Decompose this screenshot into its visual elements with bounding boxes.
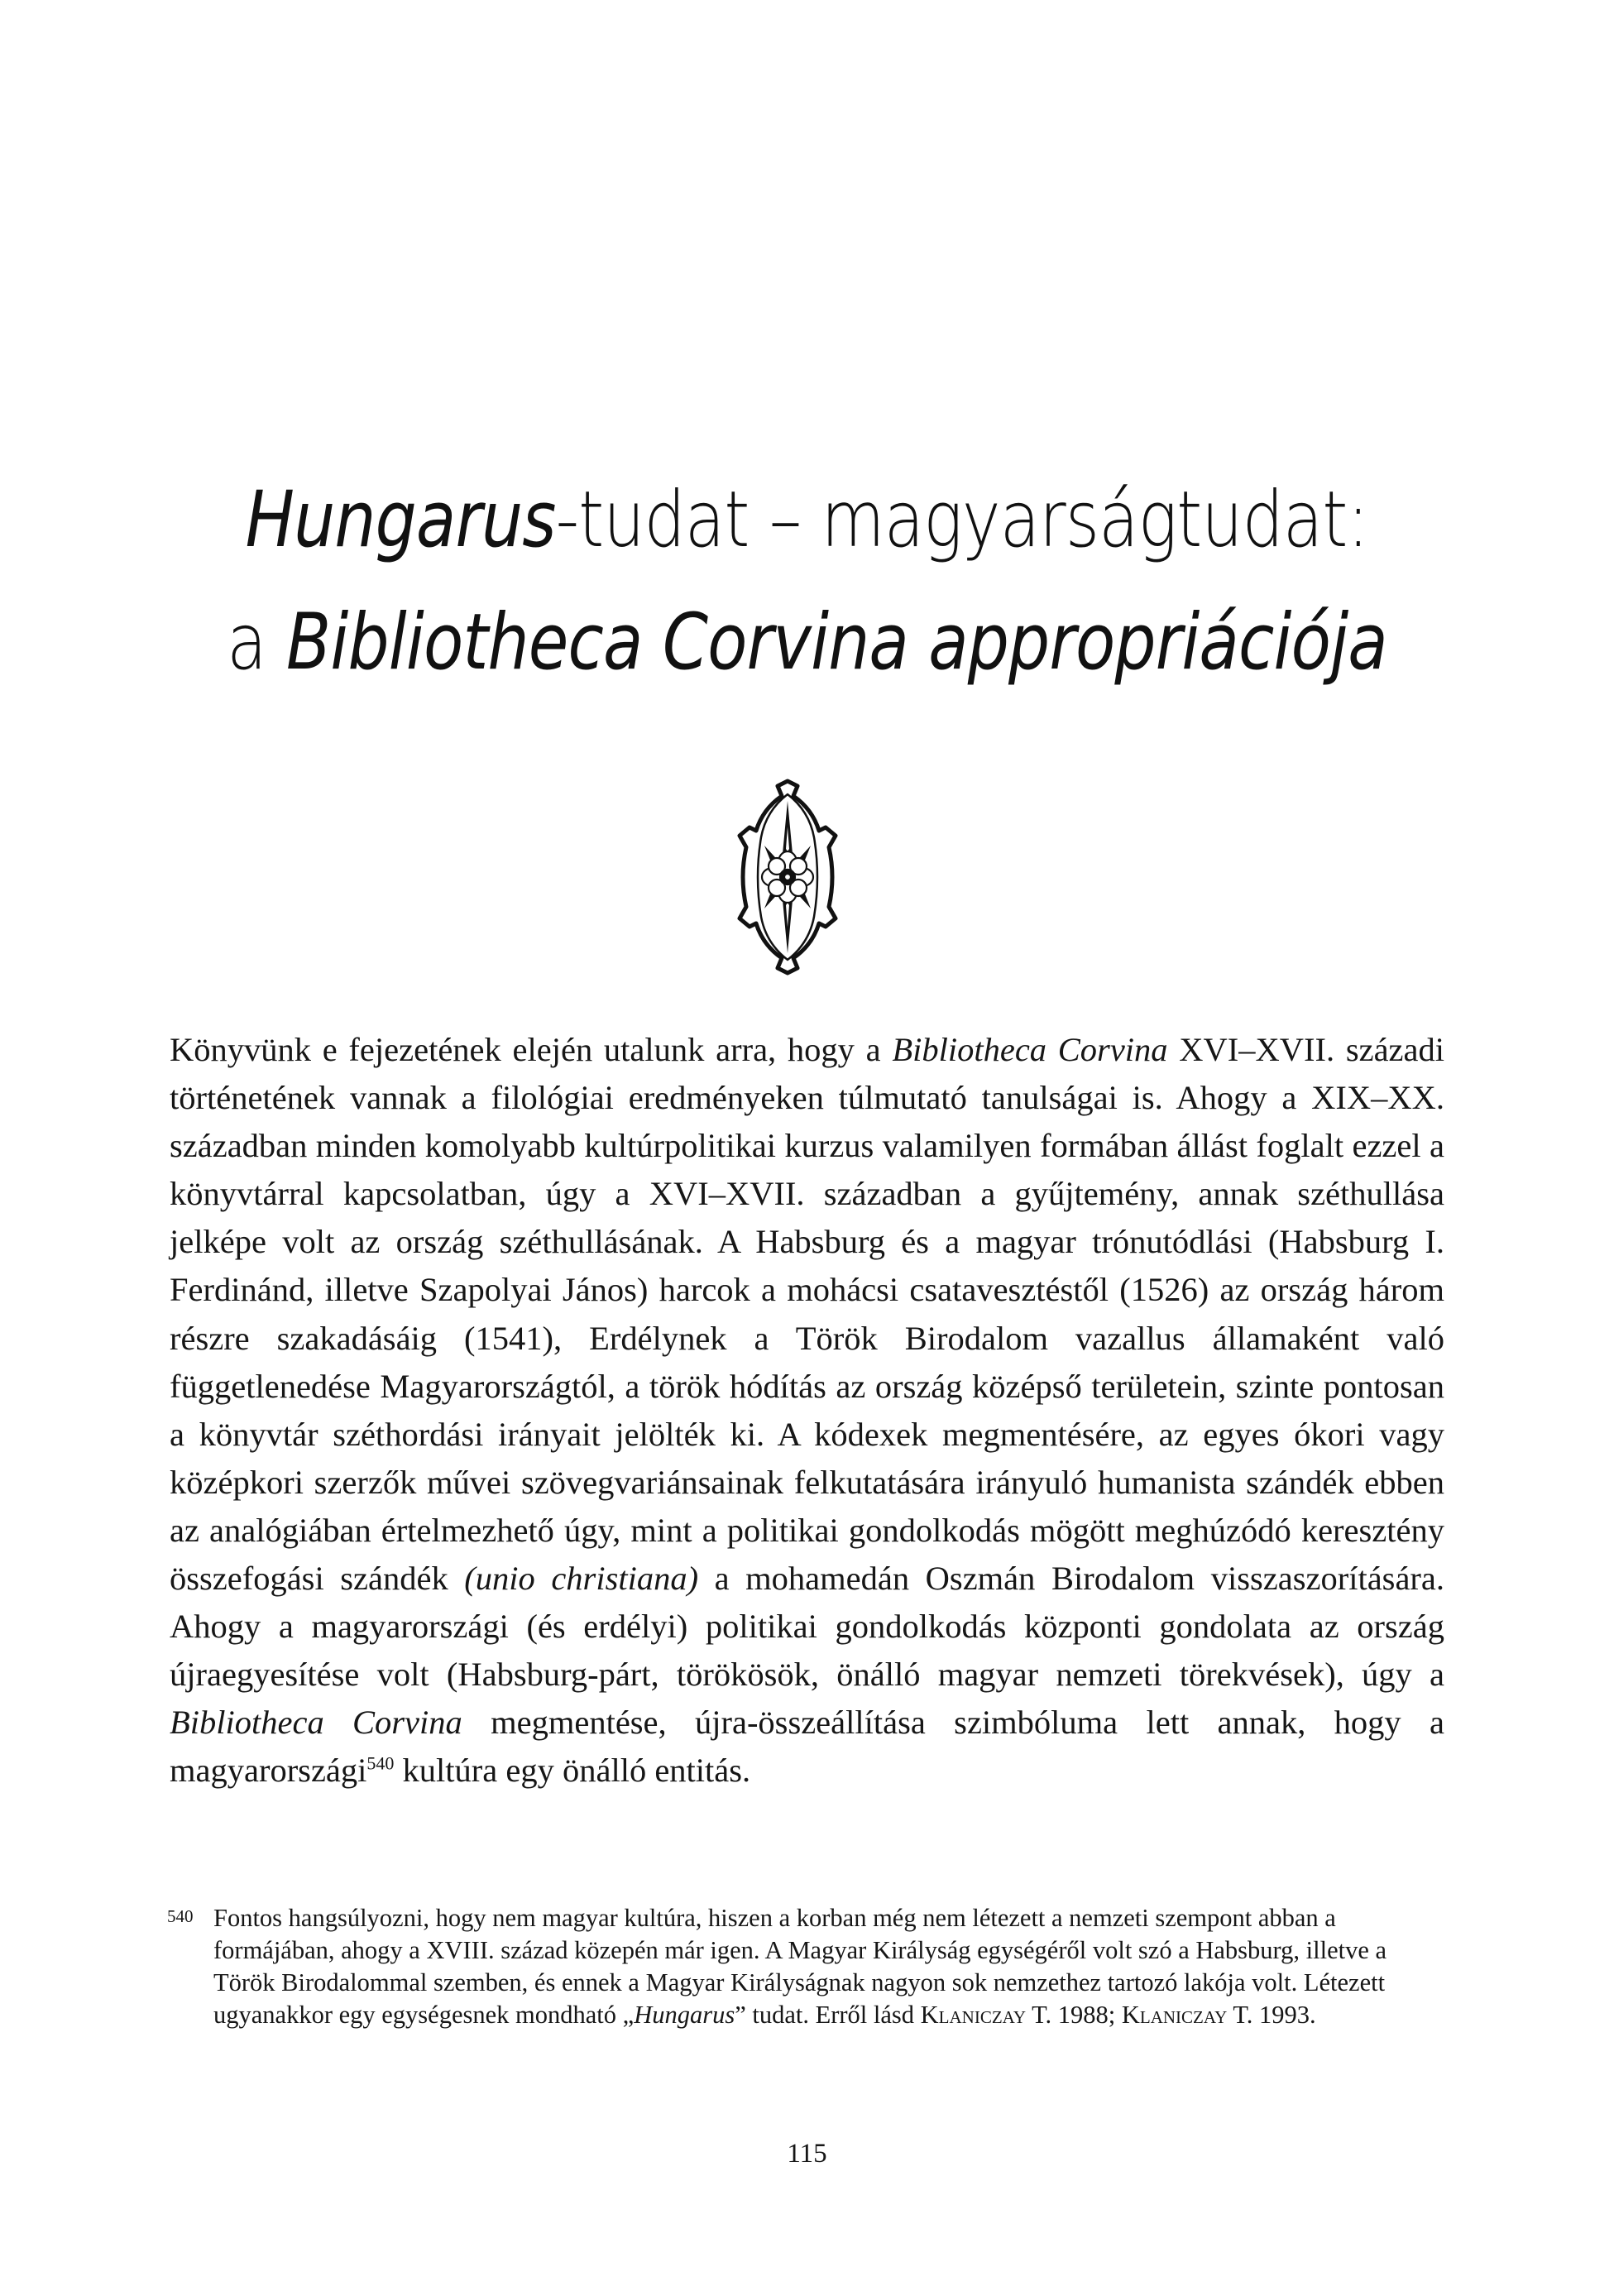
- footnote-author-klaniczay-1: Klaniczay: [920, 2001, 1027, 2029]
- rosette-ornament-icon: [733, 778, 842, 976]
- body-text-segment-1: Könyvünk e fejezetének elején utalunk arra, hogy a: [170, 1031, 893, 1068]
- body-italic-unio-christiana: (unio christiana): [464, 1560, 699, 1598]
- title-line2-prefix: a: [227, 597, 287, 688]
- chapter-title-line-1: [129, 459, 1485, 582]
- title-line1-rest: -tudat – magyarságtudat:: [555, 475, 1369, 565]
- body-italic-bibliotheca-2: Bibliotheca Corvina: [170, 1704, 462, 1742]
- footnote-italic-hungarus: Hungarus: [634, 2001, 735, 2029]
- page-number: 115: [787, 2139, 827, 2169]
- footnote-text-segment-3: T. 1988;: [1026, 2001, 1122, 2029]
- chapter-title-line-2: [129, 582, 1485, 704]
- footnote-number: 540: [167, 1906, 194, 1926]
- body-text-segment-2: XVI–XVII. századi történetének vannak a filológiai eredményeken túlmutató tanulságai is. Ahogy a XIX–XX. században minden komolyabb kultúrpolitikai kurzus valamilyen formában állást foglalt ezzel a könyvtárral kapcsolatban, úgy a XVI–XVII. században a gyűjtemény, annak széthullása jelképe volt az ország széthullásának. A Habsburg és a magyar trónutódlási (Habsburg I. Ferdinánd, illetve Szapolyai János) harcok a mohácsi csatavesztéstől (1526) az ország három részre szakadásáig (1541), Erdélynek a Török Birodalom vazallus államaként való függetlenedése Magyarországtól, a török hódítás az ország középső területein, szinte pontosan a könyvtár széthordási irányait jelölték ki. A kódexek megmentésére, az egyes ókori vagy középkori szerzők művei szövegvariánsainak felkutatására irányuló humanista szándék ebben az analógiában értelmezhető úgy, mint a politikai gondolkodás mögött meghúzódó keresztény összefogási szándék: [170, 1031, 1445, 1598]
- body-text-segment-5: kultúra egy önálló entitás.: [394, 1752, 751, 1790]
- footnote-reference[interactable]: 540: [366, 1752, 395, 1774]
- title-italic-bibliotheca: Bibliotheca Corvina appropriációja: [286, 597, 1387, 688]
- chapter-title: [129, 459, 1485, 704]
- footnote: [167, 1902, 1444, 2031]
- body-text-segment-3: a mohamedán Oszmán Birodalom visszaszorítására. Ahogy a magyarországi (és erdélyi) politikai gondolkodás központi gondolata az ország újraegyesítése volt (Habsburg-párt, törökösök, önálló magyar nemzeti törekvések), úgy a: [170, 1560, 1445, 1694]
- footnote-author-klaniczay-2: Klaniczay: [1121, 2001, 1228, 2029]
- title-italic-hungarus: Hungarus: [245, 475, 556, 565]
- body-paragraph: [170, 1026, 1444, 1795]
- footnote-text-segment-4: T. 1993.: [1227, 2001, 1316, 2029]
- footnote-text-segment-2: ” tudat. Erről lásd: [735, 2001, 921, 2029]
- footnote-text-segment-1: Fontos hangsúlyozni, hogy nem magyar kultúra, hiszen a korban még nem létezett a nemzeti szempont abban a formájában, ahogy a XVIII. század közepén már igen. A Magyar Királyság egységéről volt szó a Habsburg, illetve a Török Birodalommal szemben, és ennek a Magyar Királyságnak nagyon sok nemzethez tartozó lakója volt. Létezett ugyanakkor egy egységesnek mondható „: [213, 1904, 1387, 2029]
- body-italic-bibliotheca-1: Bibliotheca Corvina: [892, 1031, 1168, 1068]
- body-text-segment-4: megmentése, újra-összeállítása szimbóluma lett annak, hogy a magyarországi: [170, 1704, 1444, 1790]
